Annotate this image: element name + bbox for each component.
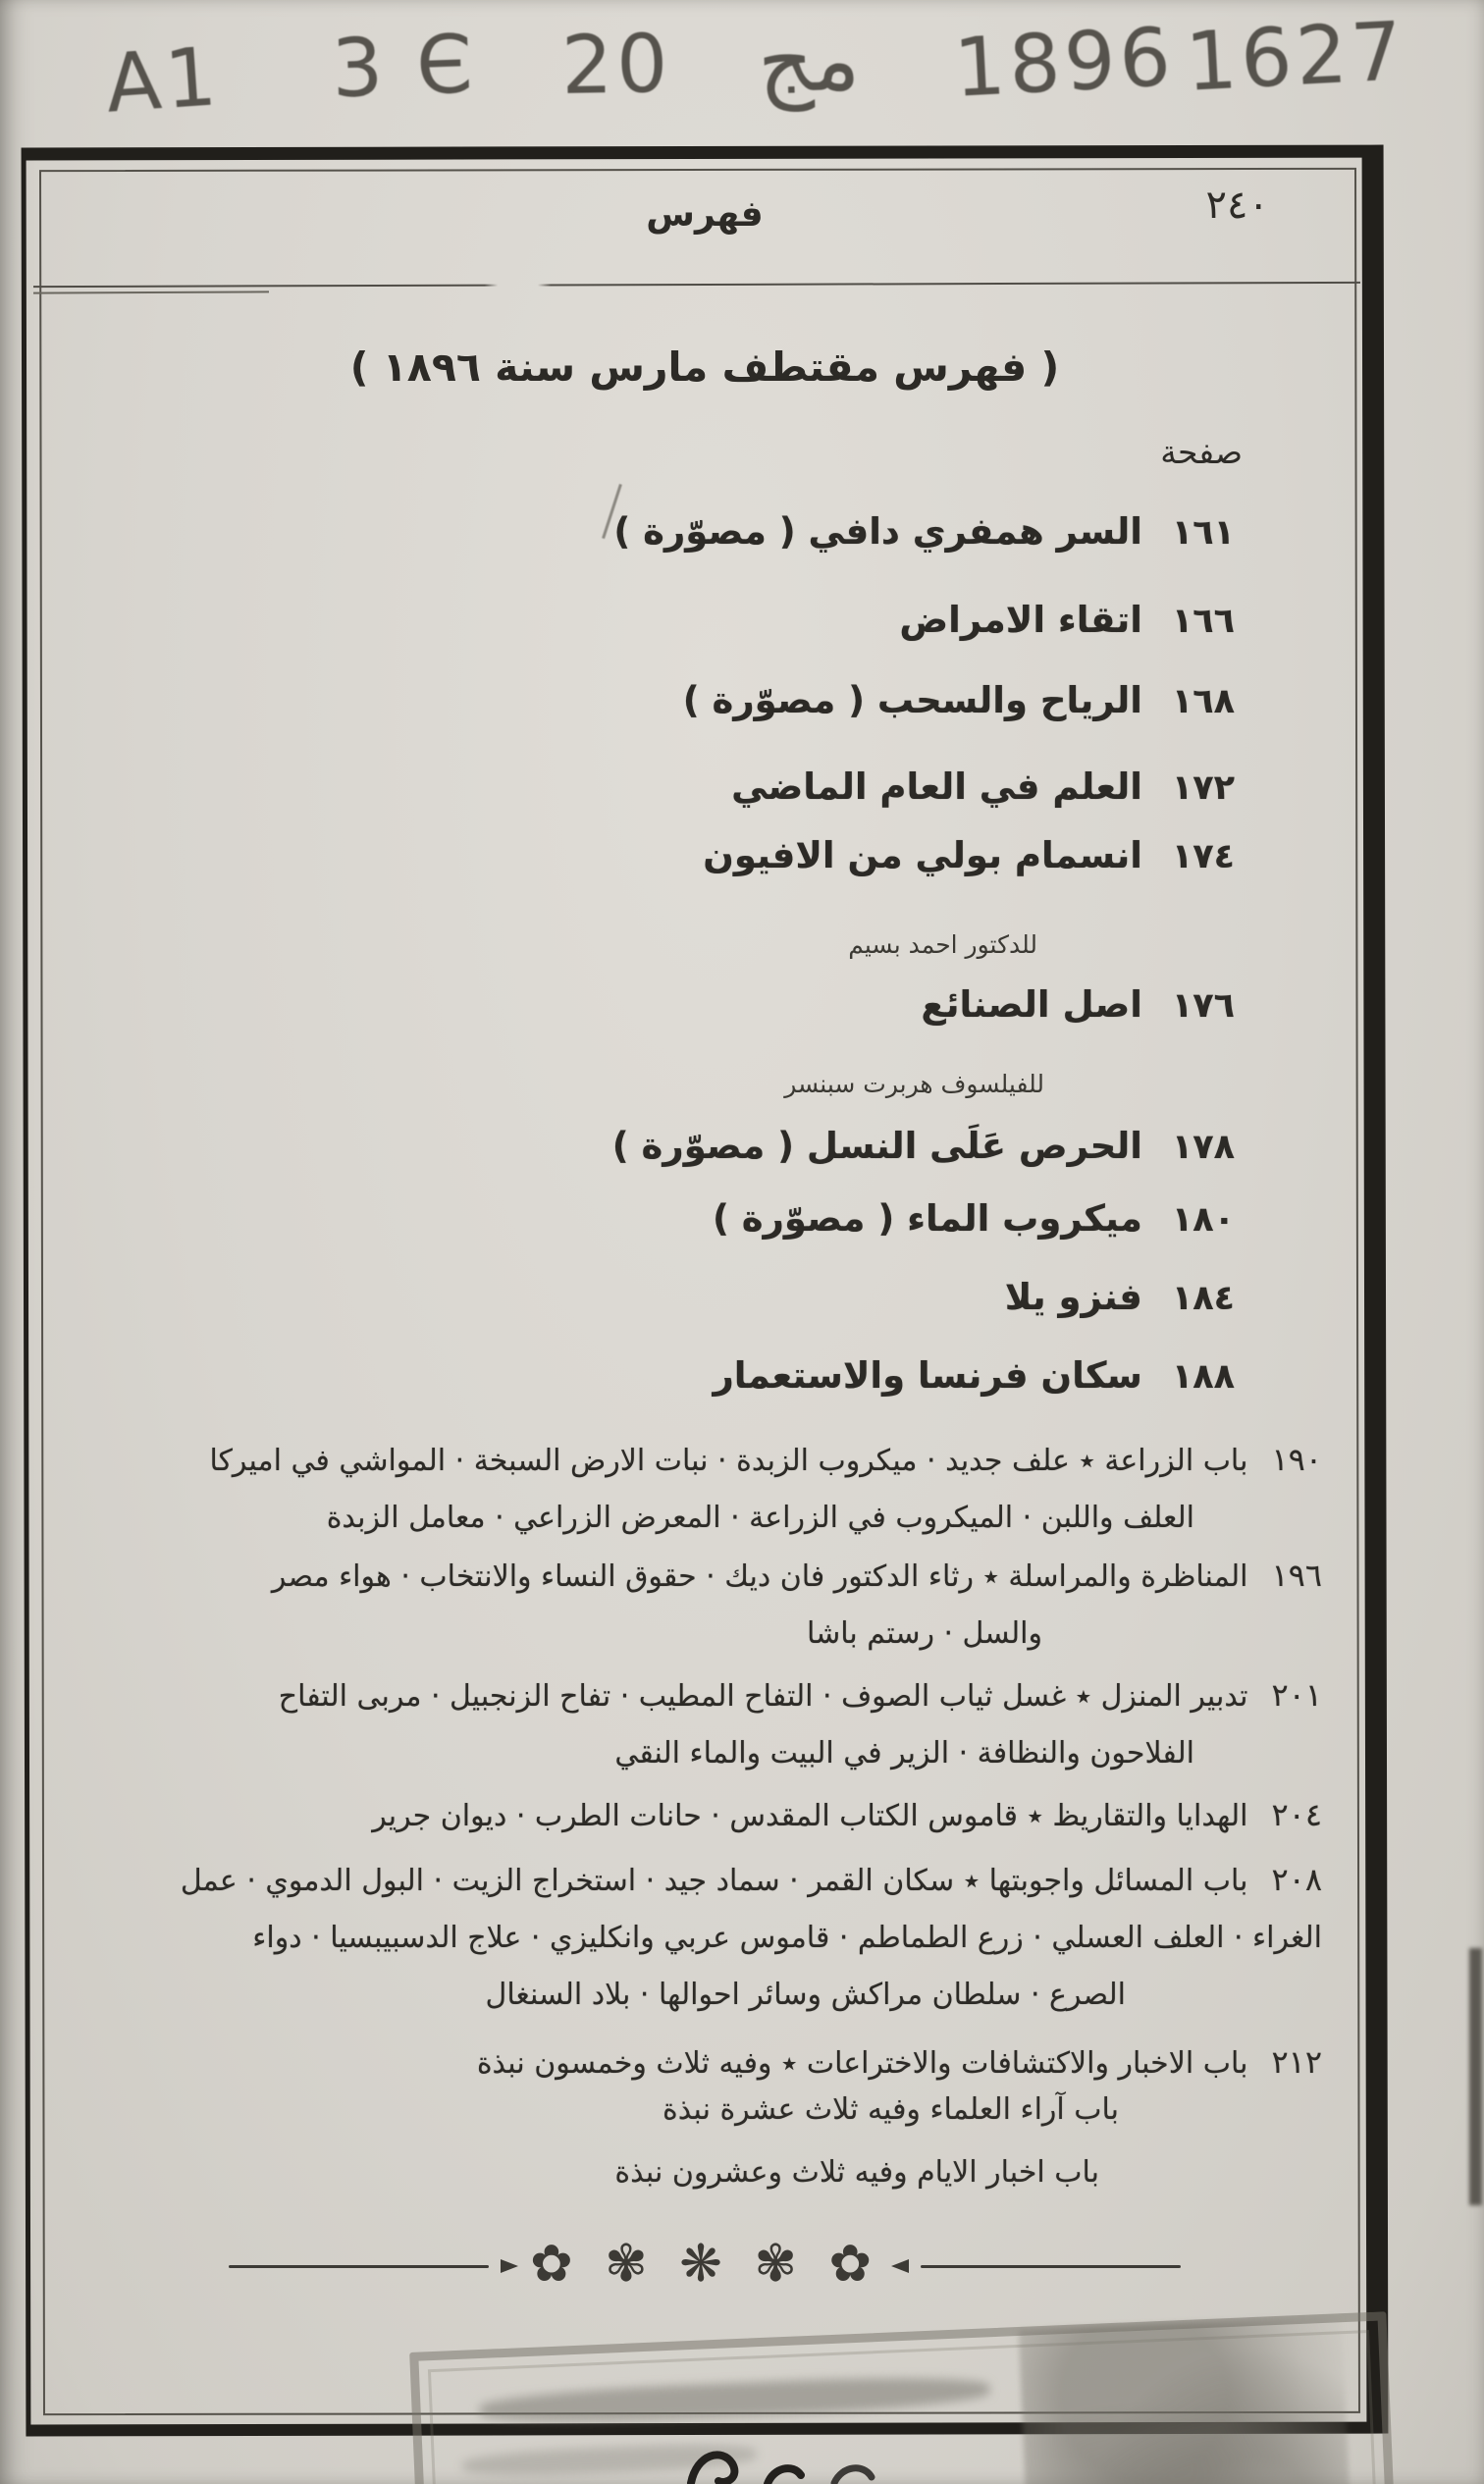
entry-page-number: ١٩٦ bbox=[1271, 1557, 1322, 1594]
entry-page-number: ١٦٦ bbox=[1171, 602, 1235, 641]
toc-entry-184 bbox=[1005, 1276, 1235, 1318]
pencil-mark: 1896 bbox=[951, 11, 1177, 116]
entry-title: اصل الصنائع bbox=[921, 983, 1142, 1026]
entry-page-number: ٢٠٤ bbox=[1271, 1796, 1322, 1833]
pencil-mark: 20 bbox=[560, 18, 673, 113]
ornament-line-right bbox=[921, 2265, 1181, 2268]
entry-title: انسمام بولي من الافيون bbox=[703, 834, 1142, 876]
entry-title: الحرص عَلَى النسل ( مصوّرة ) bbox=[611, 1125, 1142, 1167]
pencil-mark: 1627 bbox=[1183, 5, 1408, 110]
cutoff-handwriting-squiggle bbox=[677, 2440, 972, 2484]
entry-page-number: ٢٠١ bbox=[1271, 1676, 1322, 1714]
toc-title: ( فهرس مقتطف مارس سنة ١٨٩٦ ) bbox=[349, 344, 1060, 391]
entry-page-number: ١٧٤ bbox=[1171, 837, 1235, 876]
pencil-mark-arabic: مج bbox=[756, 8, 862, 113]
entry-line bbox=[209, 1431, 1322, 1490]
entry-title: العلم في العام الماضي bbox=[731, 766, 1142, 808]
entry-byline: للدكتور احمد بسيم bbox=[848, 930, 1037, 959]
entry-page-number: ١٦١ bbox=[1171, 513, 1235, 553]
entry-line bbox=[272, 1547, 1322, 1606]
entry-page-number: ١٩٠ bbox=[1271, 1441, 1322, 1478]
toc-entry-161 bbox=[613, 510, 1235, 553]
toc-entry-196 bbox=[272, 1547, 1322, 1663]
entry-page-number: ١٦٨ bbox=[1171, 682, 1235, 721]
entry-line bbox=[181, 1851, 1322, 1910]
entry-page-number: ١٨٨ bbox=[1171, 1357, 1235, 1397]
stamp-ink-blotch bbox=[1019, 2316, 1356, 2484]
page-number: ٢٤٠ bbox=[1205, 183, 1269, 228]
entry-title: الهدايا والتقاريظ ٭ قاموس الكتاب المقدس · حانات الطرب · ديوان جرير bbox=[372, 1799, 1248, 1833]
toc-entry-166 bbox=[899, 599, 1235, 641]
toc-entry-201 bbox=[279, 1666, 1322, 1782]
entry-page-number: ١٧٦ bbox=[1171, 986, 1235, 1026]
ornament-florets: ✿ ✾ ❋ ✾ ✿ bbox=[530, 2235, 879, 2294]
entry-page-number: ٢١٢ bbox=[1271, 2043, 1322, 2081]
entry-line: الفلاحون والنظافة · الزير في البيت والماء النقي bbox=[614, 1736, 1194, 1771]
toc-entry-190 bbox=[209, 1431, 1322, 1547]
entry-title: ميكروب الماء ( مصوّرة ) bbox=[712, 1197, 1142, 1240]
toc-footer-line: باب آراء العلماء وفيه ثلاث عشرة نبذة bbox=[662, 2092, 1119, 2127]
entry-line: الصرع · سلطان مراكش وسائر احوالها · بلاد السنغال bbox=[485, 1978, 1126, 2012]
entry-title: باب الاخبار والاكتشافات والاختراعات ٭ وفيه ثلاث وخمسون نبذة bbox=[476, 2046, 1248, 2081]
entry-page-number: ١٨٤ bbox=[1171, 1279, 1235, 1318]
entry-page-number: ١٧٢ bbox=[1171, 768, 1235, 808]
toc-entry-174 bbox=[703, 834, 1235, 876]
scan-artifact-streak bbox=[1469, 1948, 1482, 2205]
entry-line bbox=[477, 2034, 1322, 2092]
ornament-line-left bbox=[229, 2265, 489, 2268]
toc-entry-208 bbox=[181, 1851, 1322, 2024]
toc-entry-172 bbox=[731, 766, 1235, 808]
ornament-arrow-right bbox=[891, 2259, 909, 2273]
ornamental-divider bbox=[26, 2235, 1384, 2294]
toc-entry-180 bbox=[713, 1197, 1235, 1240]
entry-title: باب المسائل واجوبتها ٭ سكان القمر · سماد جيد · استخراج الزيت · البول الدموي · عمل bbox=[180, 1864, 1248, 1898]
toc-entry-168 bbox=[683, 679, 1235, 721]
entry-title: المناظرة والمراسلة ٭ رثاء الدكتور فان ديك · حقوق النساء والانتخاب · هواء مصر bbox=[271, 1559, 1248, 1594]
toc-entry-204 bbox=[372, 1786, 1322, 1845]
entry-line: والسل · رستم باشا bbox=[807, 1616, 1042, 1651]
entry-title: فنزو يلا bbox=[1004, 1276, 1142, 1318]
toc-entry-212 bbox=[477, 2034, 1322, 2092]
entry-title: السر همفري دافي ( مصوّرة ) bbox=[613, 510, 1142, 553]
entry-title: باب الزراعة ٭ علف جديد · ميكروب الزبدة · نبات الارض السبخة · المواشي في اميركا bbox=[209, 1444, 1248, 1478]
entry-title: الرياح والسحب ( مصوّرة ) bbox=[682, 679, 1142, 721]
entry-byline: للفيلسوف هربرت سبنسر bbox=[784, 1070, 1044, 1098]
entry-line bbox=[279, 1666, 1322, 1725]
entry-line: الغراء · العلف العسلي · زرع الطماطم · قاموس عربي وانكليزي · علاج الدسبيبسيا · دواء bbox=[252, 1921, 1322, 1955]
ornament-arrow-left bbox=[501, 2259, 518, 2273]
entry-page-number: ١٧٨ bbox=[1171, 1128, 1235, 1167]
toc-footer-line: باب اخبار الايام وفيه ثلاث وعشرون نبذة bbox=[614, 2155, 1099, 2190]
pencil-mark: A1 bbox=[102, 30, 224, 132]
pencil-mark: 3 Є bbox=[330, 18, 479, 117]
masthead-title: فهرس bbox=[646, 194, 764, 235]
toc-entry-188 bbox=[713, 1354, 1235, 1397]
toc-entry-178 bbox=[612, 1125, 1235, 1167]
entry-page-number: ٢٠٨ bbox=[1271, 1861, 1322, 1898]
entry-line: العلف واللبن · الميكروب في الزراعة · المعرض الزراعي · معامل الزبدة bbox=[326, 1501, 1194, 1535]
entry-title: سكان فرنسا والاستعمار bbox=[713, 1354, 1142, 1397]
toc-entry-176 bbox=[921, 983, 1235, 1026]
page-column-label: صفحة bbox=[1160, 433, 1243, 471]
entry-page-number: ١٨٠ bbox=[1171, 1200, 1235, 1240]
entry-title: اتقاء الامراض bbox=[899, 599, 1142, 641]
entry-line bbox=[372, 1786, 1322, 1845]
entry-title: تدبير المنزل ٭ غسل ثياب الصوف · التفاح المطيب · تفاح الزنجبيل · مربى التفاح bbox=[278, 1679, 1248, 1714]
